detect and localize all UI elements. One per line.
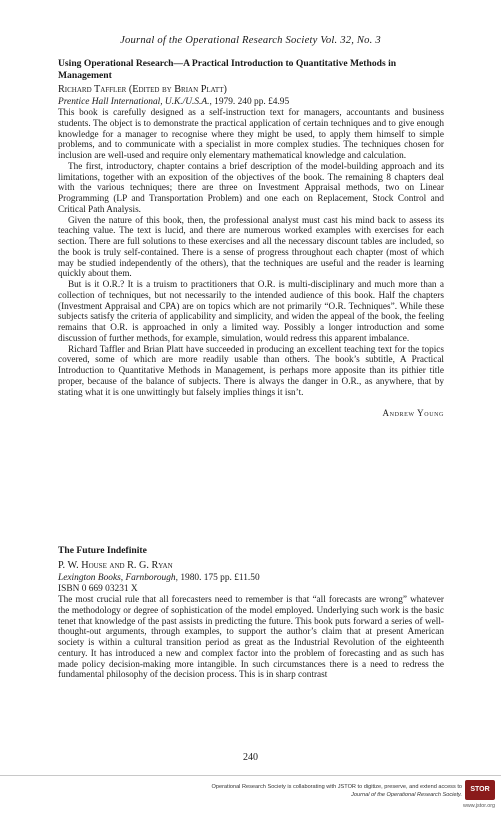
review-paragraph: The most crucial rule that all forecasters need to remember is that “all forecasts are wrong” whatever the methodology or degree of sophistication of the model employed. Underlying such work is the basic tenet that knowledge of the past assists in predicting the future. This book puts forward a series of well-thought-out arguments, through examples, to support the author’s claim that at present American society is within a cultural transition period as great as the Industrial Revolution of the eighteenth century. It has introduced a new and complex factor into the problem of forecasting and as such has made policy decision-making more intangible. In such circumstances there is a need to redress the fundamental philosophy of the decision process. This is in sharp contrast xyxy=(58,595,444,681)
review-paragraph: Richard Taffler and Brian Platt have succeeded in producing an excellent teaching text for the topics covered, some of which are more readily usable than others. The book’s subtitle, A Practical Introduction to Quantitative Methods in Management, is perhaps more apposite than its pithier title proper, because of the balance of subjects. There is always the danger in O.R., as anywhere, that by stating what it is one unwittingly but falsely implies things it isn’t. xyxy=(58,344,444,398)
review-publication-details: 1979. 240 pp. £4.95 xyxy=(211,97,290,107)
review-publication-info xyxy=(58,96,444,108)
reviewer-name: Andrew Young xyxy=(382,408,444,419)
book-review xyxy=(58,58,444,418)
jstor-footer-line: Operational Research Society is collaborating with JSTOR to digitize, preserve, and extend access to xyxy=(211,784,462,790)
review-publisher: Prentice Hall International, U.K./U.S.A., xyxy=(58,97,212,107)
book-review xyxy=(58,545,444,681)
review-publication-info xyxy=(58,572,444,584)
footer-divider xyxy=(0,775,501,776)
review-paragraph: This book is carefully designed as a self-instruction text for managers, accountants and business students. The object is to demonstrate the practical application of certain techniques and to give enough knowledge for a manager to recognise where they might be used, to apply them himself to simple problems, and to communicate with a specialist in more complex studies. The techniques chosen for inclusion are well-used and require only elementary mathematical knowledge and calculation. xyxy=(58,108,444,161)
review-body xyxy=(58,595,444,681)
review-book-author: Richard Taffler (Edited by Brian Platt) xyxy=(58,84,227,95)
page-number: 240 xyxy=(243,752,258,763)
jstor-footer-journal: Journal of the Operational Research Society. xyxy=(351,791,462,798)
review-book-title: Using Operational Research—A Practical Introduction to Quantitative Methods in Management xyxy=(58,58,397,81)
jstor-logo[interactable]: STOR xyxy=(465,780,495,800)
jstor-url-link[interactable]: www.jstor.org xyxy=(462,803,495,809)
review-paragraph: The first, introductory, chapter contains a brief description of the model-building approach and its limitations, together with an exposition of the objectives of the book. The remaining 8 chapters deal with the various techniques; there are three on Investment Appraisal methods, two on Linear Programming (LP and Transportation Problem) and one each on Replacement, Stock Control and Critical Path Analysis. xyxy=(58,161,444,215)
review-book-title: The Future Indefinite xyxy=(58,545,147,556)
jstor-footer xyxy=(212,784,463,799)
review-publisher: Lexington Books, Farnborough, xyxy=(58,572,178,583)
review-isbn: ISBN 0 669 03231 X xyxy=(58,583,138,594)
review-publication-details: 1980. 175 pp. £11.50 xyxy=(177,572,260,583)
review-paragraph: But is it O.R.? It is a truism to practitioners that O.R. is multi-disciplinary and much more than a collection of techniques, but not necessarily to the intended audience of this book. Half the chapters (Investment Appraisal and CPA) are on topics which are not primarily “O.R. Techniques”. While these subjects satisfy the criteria of applicability and simplicity, and widen the appeal of the book, the feeling remains that O.R. is approached in only a limited way. Possibly a longer introduction and some discussion of further methods, for example, simulation, would redress this apparent imbalance. xyxy=(58,280,444,344)
running-head: Journal of the Operational Research Society Vol. 32, No. 3 xyxy=(120,35,381,46)
review-body xyxy=(58,108,444,398)
review-paragraph: Given the nature of this book, then, the professional analyst must cast his mind back to assess its teaching value. The text is lucid, and there are numerous worked examples with exercises for each section. There are full solutions to these exercises and all the necessary discount tables are included, so the book is truly self-contained. There is a sense of progress throughout each chapter (most of which may be studied independently of the others), that the techniques are useful and the reader is learning quickly about them. xyxy=(58,215,444,280)
review-book-author: P. W. House and R. G. Ryan xyxy=(58,559,173,571)
